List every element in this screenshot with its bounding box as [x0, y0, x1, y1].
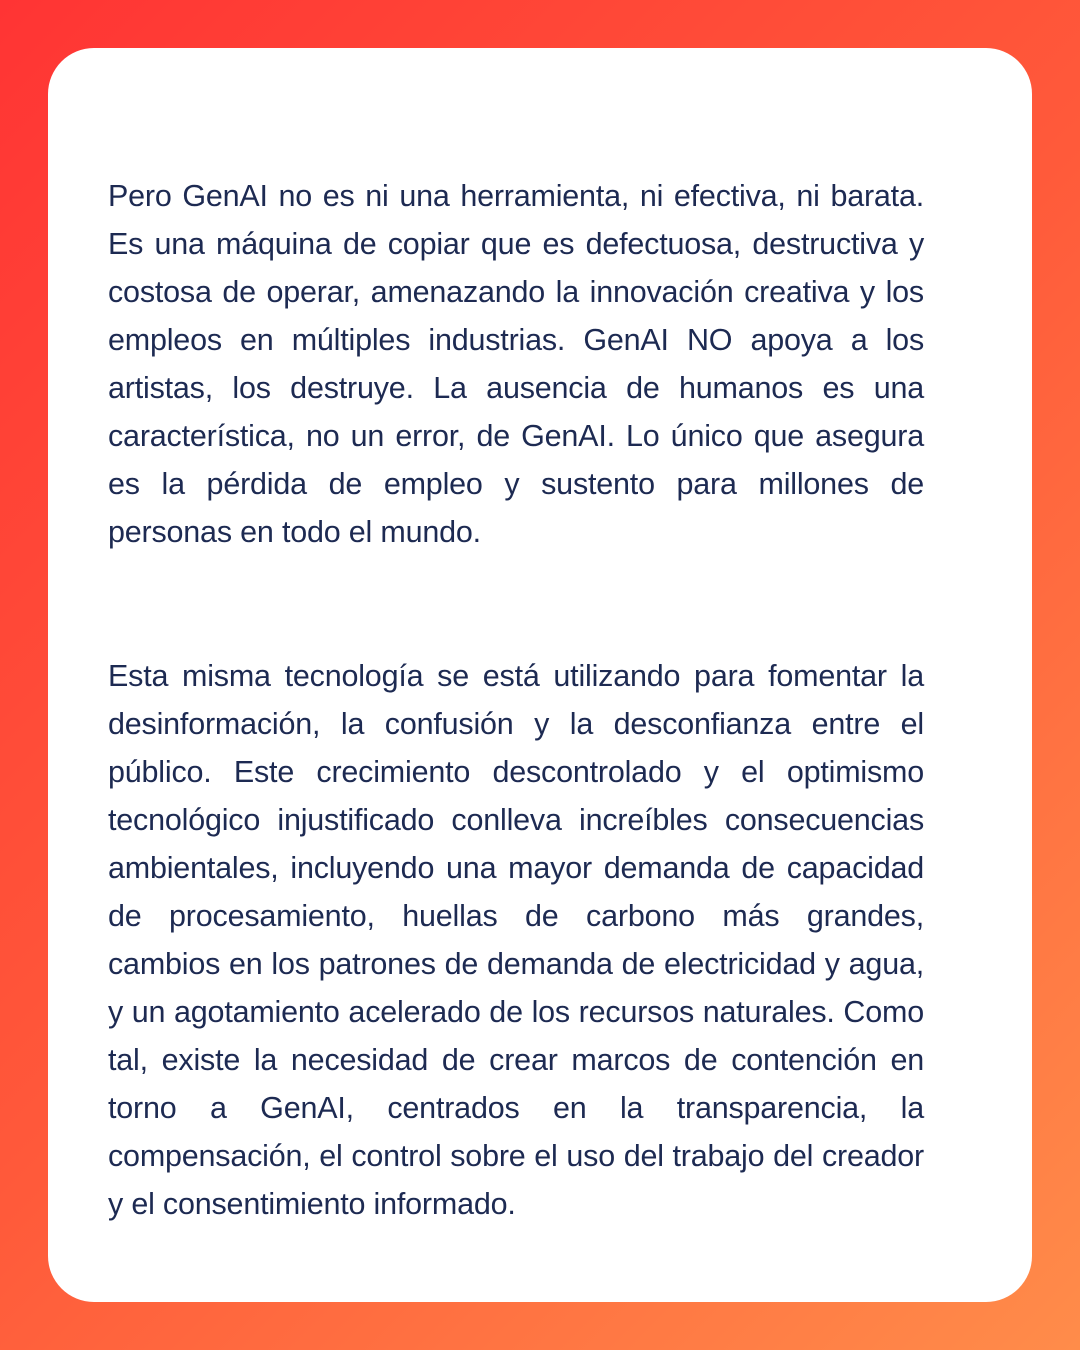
paragraph-genai-critique: Pero GenAI no es ni una herramienta, ni efectiva, ni barata. Es una máquina de copiar que es defectuosa, destructiva y costosa de operar, amenazando la innovación creativa y los empleos en múltiples industrias. GenAI NO apoya a los artistas, los destruye. La ausencia de humanos es una característica, no un error, de GenAI. Lo único que asegura es la pérdida de empleo y sustento para millones de personas en todo el mundo.: [108, 179, 924, 549]
text-card: [48, 48, 1032, 1302]
paragraph-environmental-impact: Esta misma tecnología se está utilizando para fomentar la desinformación, la confusión y la desconfianza entre el público. Este crecimiento descontrolado y el optimismo tecnológico injustificado conlleva increíbles consecuencias ambientales, incluyendo una mayor demanda de capacidad de procesamiento, huellas de carbono más grandes, cambios en los patrones de demanda de electricidad y agua, y un agotamiento acelerado de los recursos naturales. Como tal, existe la necesidad de crear marcos de contención en torno a GenAI, centrados en la transparencia, la compensación, el control sobre el uso del trabajo del creador y el consentimiento informado.: [108, 659, 924, 1221]
